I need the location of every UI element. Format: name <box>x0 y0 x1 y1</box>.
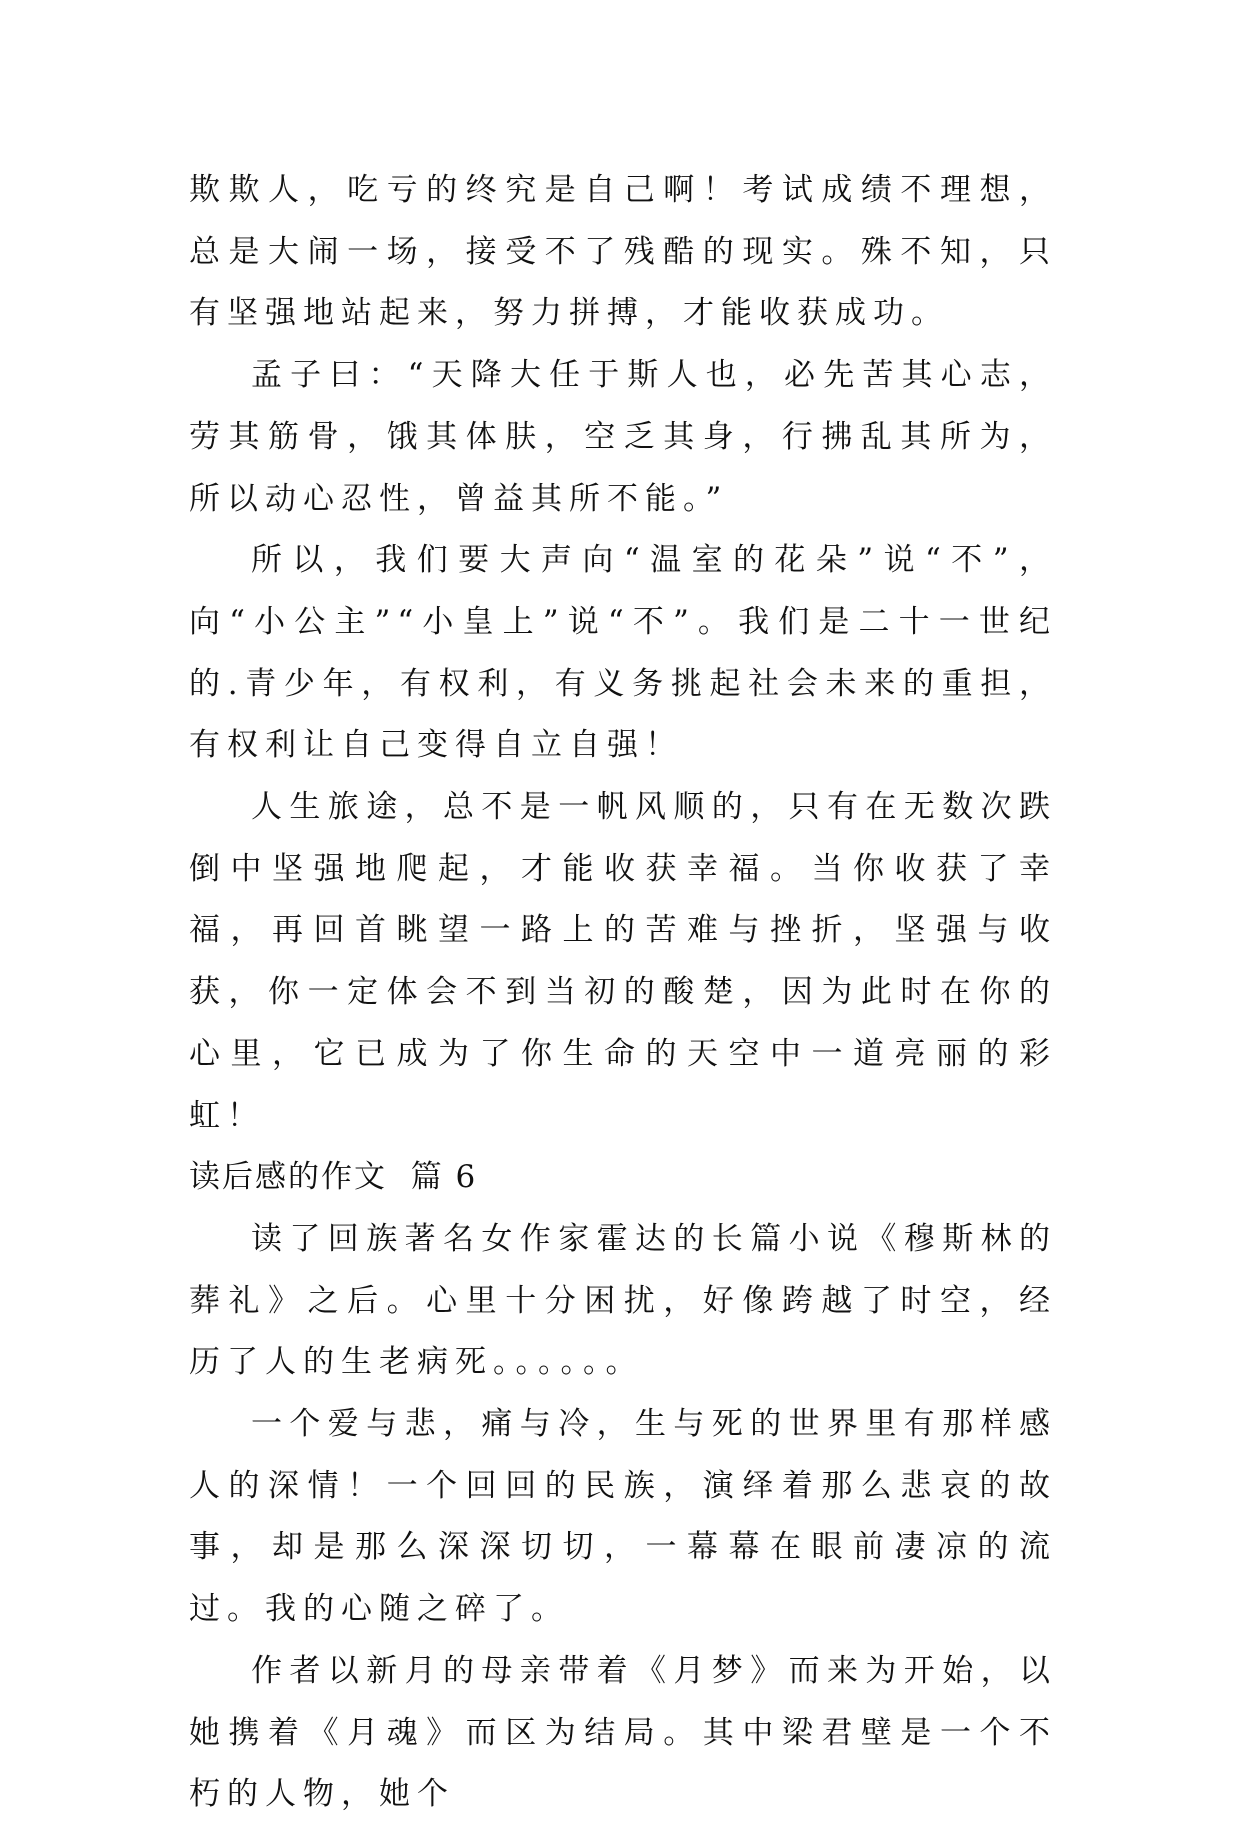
paragraph-3: 所以，我们要大声向“温室的花朵”说“不”，向“小公主”“小皇上”说“不”。我们是二十一世纪的.青少年，有权利，有义务挑起社会未来的重担，有权利让自己变得自立自强！ <box>189 542 1057 764</box>
document-body <box>189 160 1057 1826</box>
paragraph-4: 人生旅途，总不是一帆风顺的，只有在无数次跌倒中坚强地爬起，才能收获幸福。当你收获了幸福，再回首眺望一路上的苦难与挫折，坚强与收获，你一定体会不到当初的酸楚，因为此时在你的心里，它已成为了你生命的天空中一道亮丽的彩虹！ <box>189 789 1057 1134</box>
paragraph-6: 一个爱与悲，痛与冷，生与死的世界里有那样感人的深情！一个回回的民族，演绎着那么悲哀的故事，却是那么深深切切，一幕幕在眼前凄凉的流过。我的心随之碎了。 <box>189 1406 1057 1628</box>
section-heading: 读后感的作文 篇 6 <box>189 1159 478 1196</box>
paragraph-7: 作者以新月的母亲带着《月梦》而来为开始，以她携着《月魂》而区为结局。其中梁君壁是一个不朽的人物，她个 <box>189 1652 1057 1813</box>
paragraph-1: 欺欺人，吃亏的终究是自己啊！考试成绩不理想，总是大闹一场，接受不了残酷的现实。殊不知，只有坚强地站起来，努力拼搏，才能收获成功。 <box>189 172 1057 332</box>
paragraph-2: 孟子曰：“天降大任于斯人也，必先苦其心志，劳其筋骨，饿其体肤，空乏其身，行拂乱其所为，所以动心忍性，曾益其所不能。” <box>189 357 1057 517</box>
paragraph-5: 读了回族著名女作家霍达的长篇小说《穆斯林的葬礼》之后。心里十分困扰，好像跨越了时空，经历了人的生老病死。。。。。。 <box>189 1220 1057 1381</box>
